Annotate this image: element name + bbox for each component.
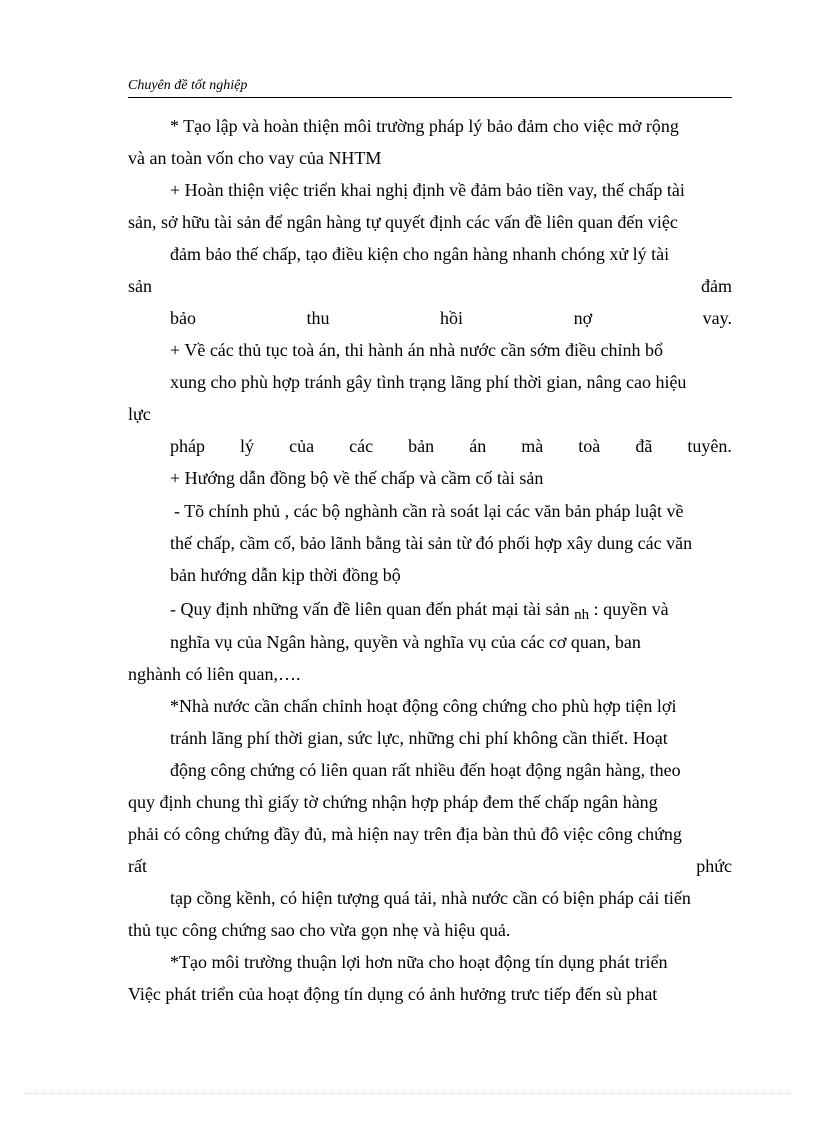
word: vay.: [702, 308, 732, 328]
word: phức: [696, 856, 732, 876]
word: đã: [635, 436, 653, 456]
justified-line: [170, 434, 732, 458]
paragraph-line: *Nhà nước cần chấn chỉnh hoạt động công chứng cho phù hợp tiện lợi: [170, 696, 677, 716]
word: mà: [521, 436, 544, 456]
paragraph-line: + Hoàn thiện việc triển khai nghị định về đảm bảo tiền vay, thế chấp tài: [170, 180, 685, 200]
paragraph-line: - Tõ chính phủ , các bộ nghành cần rà soát lại các văn bản pháp luật về: [174, 501, 684, 521]
paragraph-line: đảm bảo thế chấp, tạo điều kiện cho ngân hàng nhanh chóng xử lý tài: [170, 244, 670, 264]
line-text: - Quy định những vấn đề liên quan đến phát mại tài sản: [170, 599, 570, 619]
word: thu: [306, 308, 330, 328]
paragraph-line: Việc phát triển của hoạt động tín dụng có ảnh hưởng trưc tiếp đến sù phat: [128, 984, 658, 1004]
paragraph-line: xung cho phù hợp tránh gây tình trạng lãng phí thời gian, nâng cao hiệu: [170, 372, 687, 392]
page-bottom-divider: [24, 1093, 792, 1094]
paragraph-line: [170, 597, 669, 623]
paragraph-line: + Về các thủ tục toà án, thi hành án nhà nước cần sớm điều chỉnh bổ: [170, 340, 663, 360]
word: toà: [578, 436, 601, 456]
paragraph-line: tạp cồng kềnh, có hiện tượng quá tải, nhà nước cần có biện pháp cải tiến: [170, 888, 691, 908]
paragraph-line: nghĩa vụ của Ngân hàng, quyền và nghĩa vụ của các cơ quan, ban: [170, 632, 641, 652]
paragraph-line: * Tạo lập và hoàn thiện môi trường pháp lý bảo đảm cho việc mở rộng: [170, 116, 679, 136]
word: tuyên.: [687, 436, 732, 456]
word: lý: [240, 436, 255, 456]
word: hồi: [440, 308, 464, 328]
paragraph-line: nghành có liên quan,….: [128, 664, 301, 684]
word: bản: [408, 436, 435, 456]
page-header: Chuyên đề tốt nghiệp: [128, 76, 732, 98]
paragraph-line: *Tạo môi trường thuận lợi hơn nữa cho hoạt động tín dụng phát triển: [170, 952, 668, 972]
line-text: : quyền và: [593, 599, 669, 619]
justified-line: [170, 306, 732, 330]
word: đảm: [701, 276, 732, 296]
paragraph-line: bản hướng dẫn kịp thời đồng bộ: [170, 565, 401, 585]
paragraph-line: + Hướng dẫn đồng bộ về thế chấp và cầm cố tài sản: [170, 468, 544, 488]
word: pháp: [170, 436, 205, 456]
word: bảo: [170, 308, 196, 328]
word: các: [349, 436, 374, 456]
word: sản: [128, 276, 152, 296]
word: án: [469, 436, 487, 456]
paragraph-line: tránh lãng phí thời gian, sức lực, những chi phí không cần thiết. Hoạt: [170, 728, 668, 748]
paragraph-line: quy định chung thì giấy tờ chứng nhận hợp pháp đem thế chấp ngân hàng: [128, 792, 658, 812]
word: rất: [128, 856, 147, 876]
paragraph-line: động công chứng có liên quan rất nhiều đến hoạt động ngân hàng, theo: [170, 760, 681, 780]
justified-line: [128, 274, 732, 298]
paragraph-line: thủ tục công chứng sao cho vừa gọn nhẹ và hiệu quả.: [128, 920, 511, 940]
justified-line: [128, 854, 732, 878]
paragraph-line: lực: [128, 404, 151, 424]
paragraph-line: phải có công chứng đầy đủ, mà hiện nay trên địa bàn thủ đô việc công chứng: [128, 824, 682, 844]
word: nợ: [573, 308, 593, 328]
paragraph-line: thế chấp, cầm cố, bảo lãnh bằng tài sản từ đó phối hợp xây dung các văn: [170, 533, 693, 553]
word: của: [289, 436, 315, 456]
paragraph-line: và an toàn vốn cho vay của NHTM: [128, 148, 382, 168]
inline-fragment: nh: [574, 607, 590, 623]
paragraph-line: sản, sở hữu tài sản để ngân hàng tự quyết định các vấn đề liên quan đến việc: [128, 212, 678, 232]
